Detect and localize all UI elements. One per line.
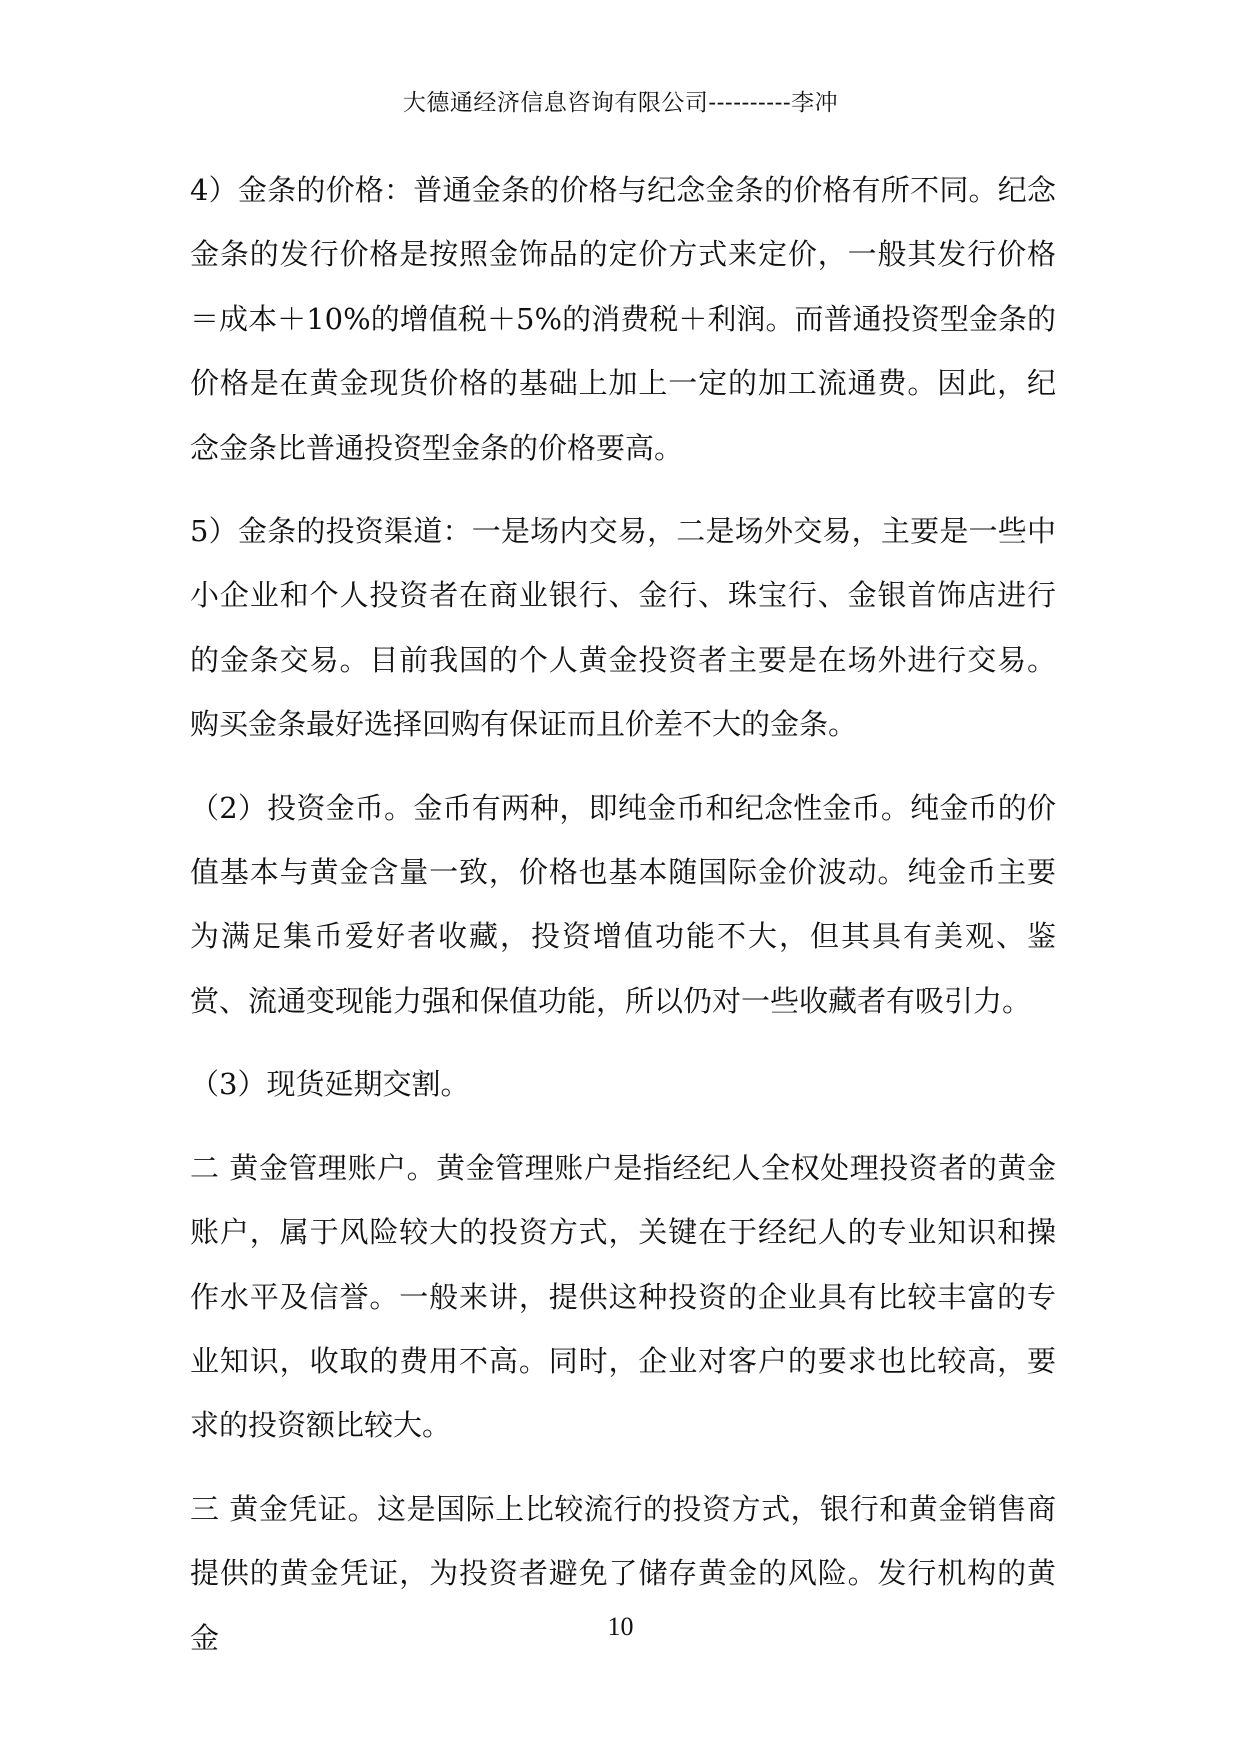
paragraph-gold-certificate: 三 黄金凭证。这是国际上比较流行的投资方式，银行和黄金销售商提供的黄金凭证，为投资者避免了储存黄金的风险。发行机构的黄金 xyxy=(190,1491,1056,1655)
paragraph-gold-bar-channels: 5）金条的投资渠道：一是场内交易，二是场外交易，主要是一些中小企业和个人投资者在商业银行、金行、珠宝行、金银首饰店进行的金条交易。目前我国的个人黄金投资者主要是在场外进行交易。购买金条最好选择回购有保证而且价差不大的金条。 xyxy=(190,514,1056,742)
page-header: 大德通经济信息咨询有限公司----------李冲 xyxy=(402,90,839,116)
paragraph-gold-bar-price: 4）金条的价格：普通金条的价格与纪念金条的价格有所不同。纪念金条的发行价格是按照金饰品的定价方式来定价，一般其发行价格＝成本＋10%的增值税＋5%的消费税＋利润。而普通投资型金条的价格是在黄金现货价格的基础上加上一定的加工流通费。因此，纪念金条比普通投资型金条的价格要高。 xyxy=(190,173,1056,465)
page-number: 10 xyxy=(607,1612,634,1641)
paragraph-gold-managed-account: 二 黄金管理账户。黄金管理账户是指经纪人全权处理投资者的黄金账户，属于风险较大的投资方式，关键在于经纪人的专业知识和操作水平及信誉。一般来讲，提供这种投资的企业具有比较丰富的专业知识，收取的费用不高。同时，企业对客户的要求也比较高，要求的投资额比较大。 xyxy=(190,1150,1056,1443)
paragraph-spot-deferred-delivery: （3）现货延期交割。 xyxy=(190,1067,470,1102)
page-body xyxy=(190,158,1056,1689)
paragraph-gold-coins: （2）投资金币。金币有两种，即纯金币和纪念性金币。纯金币的价值基本与黄金含量一致，价格也基本随国际金价波动。纯金币主要为满足集币爱好者收藏，投资增值功能不大，但其具有美观、鉴赏、流通变现能力强和保值功能，所以仍对一些收藏者有吸引力。 xyxy=(190,790,1056,1018)
